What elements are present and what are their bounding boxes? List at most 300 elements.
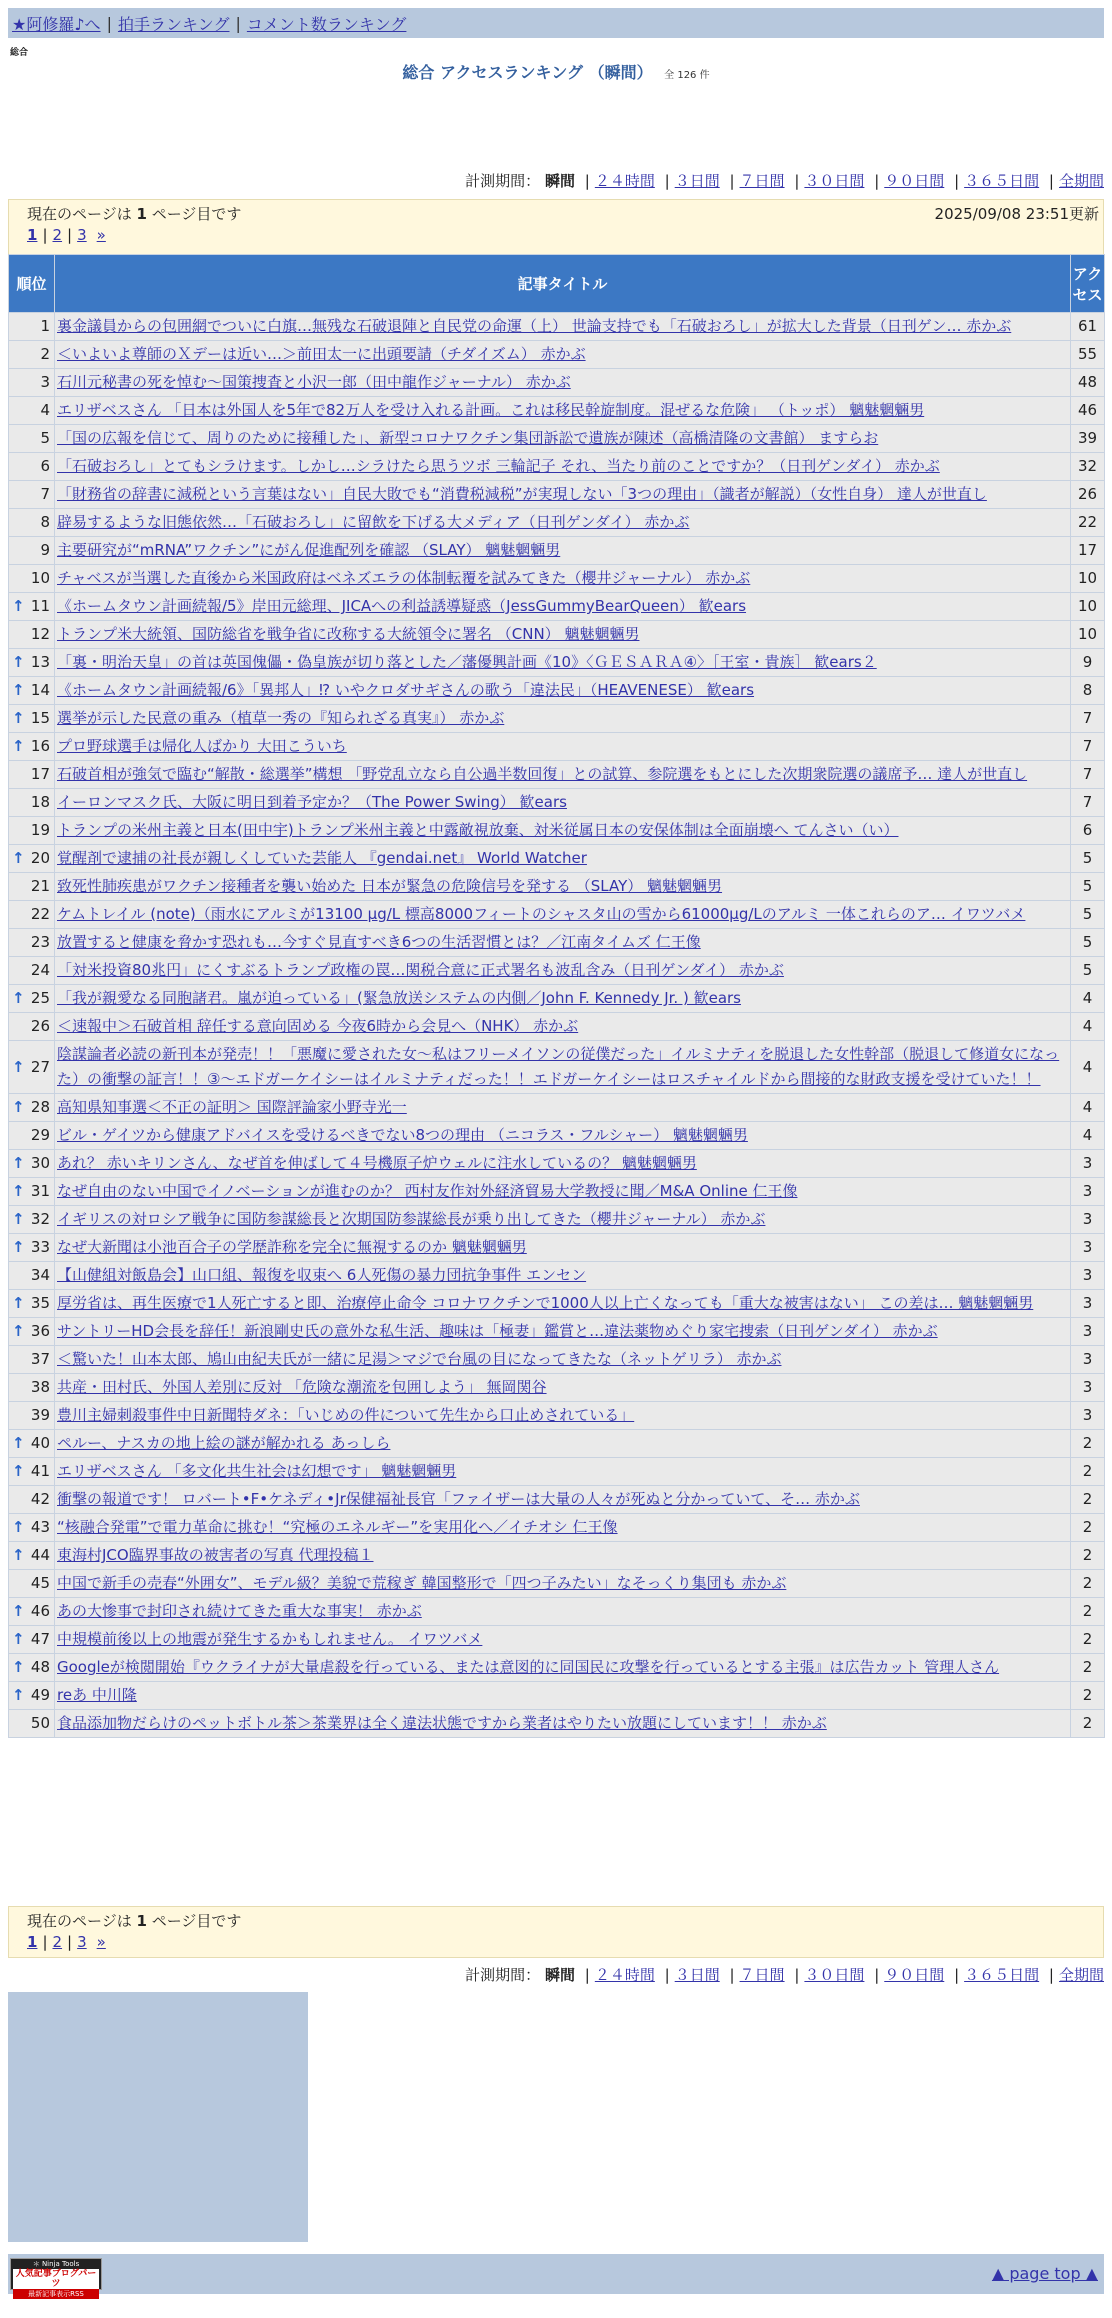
rank-value: 25 [30, 989, 50, 1007]
title-cell [55, 1013, 1071, 1041]
table-row [9, 789, 1105, 817]
article-title-link[interactable]: ペルー、ナスカの地上絵の謎が解かれる あっしら [57, 1434, 391, 1452]
rank-cell [9, 1710, 55, 1738]
title-cell [55, 1486, 1071, 1514]
rank-cell [9, 1041, 55, 1094]
rank-value: 4 [40, 401, 50, 419]
title-cell [55, 1710, 1071, 1738]
title-cell [55, 1122, 1071, 1150]
article-title-link[interactable]: なぜ大新聞は小池百合子の学歴詐称を完全に無視するのか 魑魅魍魎男 [57, 1238, 527, 1256]
article-title-link[interactable]: 共産・田村氏、外国人差別に反対 「危険な潮流を包囲しよう」 無岡関谷 [57, 1378, 547, 1396]
rank-cell [9, 649, 55, 677]
access-count: 4 [1071, 1041, 1105, 1094]
rank-cell [9, 1458, 55, 1486]
article-title-link[interactable]: 「裏・明治天皇」の首は英国傀儡・偽皇族が切り落とした／藩優興計画《10》〈ＧＥＳＡＲＡ④〉［王室・貴族］ 歓ears２ [57, 653, 877, 671]
rank-cell [9, 1178, 55, 1206]
rank-value: 40 [30, 1434, 50, 1452]
rank-cell [9, 1290, 55, 1318]
title-cell [55, 1402, 1071, 1430]
article-title-link[interactable]: 裏金議員からの包囲網でついに白旗…無残な石破退陣と自民党の命運（上） 世論支持でも「石破おろし」が拡大した背景（日刊ゲン… 赤かぶ [57, 317, 1012, 335]
title-cell [55, 425, 1071, 453]
article-title-link[interactable]: あれ？ 赤いキリンさん、なぜ首を伸ばして４号機原子炉ウェルに注水しているの？ 魑魅魍魎男 [57, 1154, 697, 1172]
period-label: 計測期間： [465, 1966, 541, 1984]
table-row [9, 705, 1105, 733]
title-cell [55, 593, 1071, 621]
period-24h-link[interactable]: ２４時間 [594, 172, 655, 190]
period-all-link[interactable]: 全期間 [1058, 1966, 1104, 1984]
article-title-link[interactable]: サントリーHD会長を辞任！新浪剛史氏の意外な私生活、趣味は「極妻」鑑賞と…違法薬物めぐり家宅捜索（日刊ゲンダイ） 赤かぶ [57, 1322, 938, 1340]
period-3d-link[interactable]: ３日間 [674, 172, 720, 190]
rank-cell [9, 593, 55, 621]
table-row [9, 1598, 1105, 1626]
table-row [9, 929, 1105, 957]
table-row [9, 593, 1105, 621]
access-count: 3 [1071, 1178, 1105, 1206]
title-cell [55, 1290, 1071, 1318]
access-count: 5 [1071, 957, 1105, 985]
article-title-link[interactable]: あの大惨事で封印され続けてきた重大な事実！ 赤かぶ [57, 1602, 422, 1620]
rank-value: 17 [30, 765, 50, 783]
article-title-link[interactable]: イギリスの対ロシア戦争に国防参謀総長と次期国防参謀総長が乗り出してきた（櫻井ジャーナル） 赤かぶ [57, 1210, 766, 1228]
table-row [9, 1094, 1105, 1122]
rank-value: 32 [30, 1210, 50, 1228]
rank-value: 8 [40, 513, 50, 531]
access-count: 5 [1071, 845, 1105, 873]
rank-value: 43 [30, 1518, 50, 1536]
rank-value: 50 [30, 1714, 50, 1732]
rank-cell [9, 1150, 55, 1178]
access-count: 10 [1071, 621, 1105, 649]
pager-status: 現在のページは 1 ページ目です [27, 205, 242, 223]
ad-placeholder [8, 1992, 308, 2242]
table-row [9, 1710, 1105, 1738]
access-count: 2 [1071, 1514, 1105, 1542]
rank-up-arrow-icon: ↑ [12, 989, 25, 1007]
access-count: 3 [1071, 1346, 1105, 1374]
article-title-link[interactable]: トランプ米大統領、国防総省を戦争省に改称する大統領令に署名 （CNN） 魑魅魍魎男 [57, 625, 640, 643]
table-row [9, 1178, 1105, 1206]
table-row [9, 481, 1105, 509]
access-count: 61 [1071, 313, 1105, 341]
period-7d-link[interactable]: ７日間 [739, 1966, 785, 1984]
rank-cell [9, 705, 55, 733]
title-cell [55, 341, 1071, 369]
title-cell [55, 313, 1071, 341]
title-cell [55, 1654, 1071, 1682]
pager-bottom: 現在のページは 1 ページ目です 1 | 2 | 3 » [8, 1906, 1104, 1958]
article-title-link[interactable]: 「石破おろし」とてもシラけます。しかし…シラけたら思うツボ 三輪記子 それ、当たり前のことですか？（日刊ゲンダイ） 赤かぶ [57, 457, 940, 475]
article-title-link[interactable]: 陰謀論者必読の新刊本が発売！！「悪魔に愛された女〜私はフリーメイソンの従僕だった」イルミナティを脱退した女性幹部（脱退して修道女になった）の衝撃の証言！！③〜エドガーケイシーはイルミナティだった！！エドガーケイシーはロスチャイルドから間接的な財政支援を受けていた！！ [57, 1045, 1060, 1088]
ninja-tools-badge[interactable]: ＊ Ninja Tools 人気記事ブログパーツ 最新記事表示RSS [10, 2258, 102, 2290]
ranking-table [8, 254, 1105, 1738]
rank-value: 26 [30, 1017, 50, 1035]
rank-value: 45 [30, 1574, 50, 1592]
rank-value: 10 [30, 569, 50, 587]
access-count: 3 [1071, 1402, 1105, 1430]
access-count: 4 [1071, 1013, 1105, 1041]
article-title-link[interactable]: エリザベスさん 「日本は外国人を5年で82万人を受け入れる計画。これは移民幹旋制度。混ぜるな危険」 （トッポ） 魑魅魍魎男 [57, 401, 925, 419]
rank-value: 49 [30, 1686, 50, 1704]
access-count: 8 [1071, 677, 1105, 705]
rank-value: 11 [30, 597, 50, 615]
article-title-link[interactable]: Googleが検閲開始『ウクライナが大量虐殺を行っている、または意図的に同国民に攻撃を行っているとする主張』は広告カット 管理人さん [57, 1658, 1000, 1676]
table-row [9, 1486, 1105, 1514]
rank-cell [9, 453, 55, 481]
article-title-link[interactable]: 放置すると健康を脅かす恐れも…今すぐ見直すべき6つの生活習慣とは？／江南タイムズ 仁王像 [57, 933, 701, 951]
rank-up-arrow-icon: ↑ [12, 1154, 25, 1172]
table-row [9, 845, 1105, 873]
rank-up-arrow-icon: ↑ [12, 1322, 25, 1340]
rank-cell [9, 621, 55, 649]
rank-value: 19 [30, 821, 50, 839]
rank-up-arrow-icon: ↑ [12, 709, 25, 727]
rank-cell [9, 845, 55, 873]
rank-up-arrow-icon: ↑ [12, 1210, 25, 1228]
category-label: 総合 [10, 48, 29, 58]
page-link-2[interactable]: 2 [52, 226, 63, 244]
rank-up-arrow-icon: ↑ [12, 1658, 25, 1676]
rank-value: 13 [30, 653, 50, 671]
title-cell [55, 873, 1071, 901]
rank-up-arrow-icon: ↑ [12, 1434, 25, 1452]
article-title-link[interactable]: 高知県知事選＜不正の証明＞ 国際評論家小野寺光一 [57, 1098, 407, 1116]
page-link-1[interactable]: 1 [27, 1933, 38, 1951]
rank-cell [9, 761, 55, 789]
article-title-link[interactable]: 中規模前後以上の地震が発生するかもしれません。 イワツバメ [57, 1630, 483, 1648]
article-title-link[interactable]: イーロンマスク氏、大阪に明日到着予定か？（The Power Swing） 歓ears [57, 793, 567, 811]
article-title-link[interactable]: 《ホームタウン計画続報/6》「異邦人」⁉ いやクロダサギさんの歌う「違法民」（HEAVENESE） 歓ears [57, 681, 755, 699]
rank-value: 20 [30, 849, 50, 867]
rank-up-arrow-icon: ↑ [12, 1686, 25, 1704]
article-title-link[interactable]: ビル・ゲイツから健康アドバイスを受けるべきでない8つの理由 （ニコラス・フルシャー） 魑魅魍魎男 [57, 1126, 748, 1144]
period-365d-link[interactable]: ３６５日間 [964, 172, 1040, 190]
page-title-block [0, 60, 1112, 83]
rank-up-arrow-icon: ↑ [12, 1630, 25, 1648]
rank-value: 3 [40, 373, 50, 391]
access-count: 17 [1071, 537, 1105, 565]
title-cell [55, 985, 1071, 1013]
article-title-link[interactable]: チャベスが当選した直後から米国政府はベネズエラの体制転覆を試みてきた（櫻井ジャーナル） 赤かぶ [57, 569, 751, 587]
period-365d-link[interactable]: ３６５日間 [964, 1966, 1040, 1984]
rank-up-arrow-icon: ↑ [12, 1057, 25, 1076]
article-title-link[interactable]: なぜ自由のない中国でイノベーションが進むのか？ 西村友作対外経済貿易大学教授に聞／M&A Online 仁王像 [57, 1182, 798, 1200]
rank-value: 34 [30, 1266, 50, 1284]
rank-cell [9, 1654, 55, 1682]
article-title-link[interactable]: 中国で新手の売春“外囲女”、モデル級？美貌で荒稼ぎ 韓国整形で「四つ子みたい」なそっくり集団も 赤かぶ [57, 1574, 787, 1592]
rank-cell [9, 873, 55, 901]
article-title-link[interactable]: 致死性肺疾患がワクチン接種者を襲い始めた 日本が緊急の危険信号を発する （SLAY） 魑魅魍魎男 [57, 877, 723, 895]
article-title-link[interactable]: 《ホームタウン計画続報/5》岸田元総理、JICAへの利益誘導疑惑（JessGummyBearQueen） 歓ears [57, 597, 747, 615]
article-title-link[interactable]: 豊川主婦刺殺事件中日新聞特ダネ：「いじめの件について先生から口止めされている」 [57, 1406, 635, 1424]
article-title-link[interactable]: 「財務省の辞書に減税という言葉はない」自民大敗でも“消費税減税”が実現しない「3つの理由」（識者が解説）（女性自身） 達人が世直し [57, 485, 987, 503]
rank-cell [9, 1262, 55, 1290]
article-title-link[interactable]: 辟易するような旧態依然…「石破おろし」に留飲を下げる大メディア（日刊ゲンダイ） 赤かぶ [57, 513, 690, 531]
period-current: 瞬間 [544, 172, 575, 190]
table-row [9, 1013, 1105, 1041]
rank-up-arrow-icon: ↑ [12, 737, 25, 755]
rank-cell [9, 1430, 55, 1458]
title-cell [55, 1626, 1071, 1654]
access-count: 32 [1071, 453, 1105, 481]
title-cell [55, 1682, 1071, 1710]
access-count: 5 [1071, 929, 1105, 957]
title-cell [55, 929, 1071, 957]
access-count: 3 [1071, 1150, 1105, 1178]
table-header-row [9, 255, 1105, 313]
table-row [9, 1542, 1105, 1570]
table-row [9, 621, 1105, 649]
rank-value: 21 [30, 877, 50, 895]
access-count: 4 [1071, 1094, 1105, 1122]
rank-value: 14 [30, 681, 50, 699]
rank-up-arrow-icon: ↑ [12, 681, 25, 699]
article-title-link[interactable]: プロ野球選手は帰化人ばかり 大田こういち [57, 737, 347, 755]
title-cell [55, 733, 1071, 761]
article-title-link[interactable]: 「国の広報を信じて、周りのために接種した」、新型コロナワクチン集団訴訟で遺族が陳述（高橋清隆の文書館） ますらお [57, 429, 879, 447]
rank-cell [9, 1346, 55, 1374]
article-title-link[interactable]: 厚労省は、再生医療で1人死亡すると即、治療停止命令 コロナワクチンで1000人以上亡くなっても「重大な被害はない」 この差は… 魑魅魍魎男 [57, 1294, 1034, 1312]
table-row [9, 341, 1105, 369]
article-title-link[interactable]: 「対米投資80兆円」にくすぶるトランプ政権の罠…関税合意に正式署名も波乱含み（日刊ゲンダイ） 赤かぶ [57, 961, 784, 979]
article-title-link[interactable]: reあ 中川隆 [57, 1686, 137, 1704]
rank-up-arrow-icon: ↑ [12, 1462, 25, 1480]
title-cell [55, 397, 1071, 425]
page-next-link[interactable]: » [96, 226, 106, 244]
rank-cell [9, 1013, 55, 1041]
rank-cell [9, 1626, 55, 1654]
rank-up-arrow-icon: ↑ [12, 1518, 25, 1536]
update-timestamp: 2025/09/08 23:51更新 [934, 205, 1099, 223]
article-title-link[interactable]: ケムトレイル (note)（雨水にアルミが13100 μg/L 標高8000フィートのシャスタ山の雪から61000μg/Lのアルミ 一体これらのア… イワツバメ [57, 905, 1026, 923]
table-row [9, 957, 1105, 985]
title-cell [55, 1514, 1071, 1542]
rank-cell [9, 901, 55, 929]
nav-separator: | [106, 13, 112, 33]
rank-up-arrow-icon: ↑ [12, 1182, 25, 1200]
page-next-link[interactable]: » [96, 1933, 106, 1951]
nav-asyura-link[interactable]: ★阿修羅♪へ [12, 14, 101, 34]
total-count: 全 126 件 [664, 70, 710, 81]
rank-cell [9, 677, 55, 705]
ranking-table-body [9, 313, 1105, 1738]
rank-value: 15 [30, 709, 50, 727]
rank-value: 2 [40, 345, 50, 363]
rank-value: 23 [30, 933, 50, 951]
rank-value: 30 [30, 1154, 50, 1172]
table-row [9, 1626, 1105, 1654]
access-count: 6 [1071, 817, 1105, 845]
title-cell [55, 1206, 1071, 1234]
access-count: 2 [1071, 1710, 1105, 1738]
access-count: 9 [1071, 649, 1105, 677]
article-title-link[interactable]: 主要研究が“mRNA”ワクチン”にがん促進配列を確認 （SLAY） 魑魅魍魎男 [57, 541, 561, 559]
title-cell [55, 901, 1071, 929]
period-all-link[interactable]: 全期間 [1058, 172, 1104, 190]
period-selector-top: 計測期間： 瞬間 | ２４時間 | ３日間 | ７日間 | ３０日間 | ９０日間 | ３６５日間 | 全期間 [465, 172, 1104, 190]
access-count: 3 [1071, 1234, 1105, 1262]
period-30d-link[interactable]: ３０日間 [804, 172, 865, 190]
access-count: 3 [1071, 1262, 1105, 1290]
title-cell [55, 1234, 1071, 1262]
rank-value: 39 [30, 1406, 50, 1424]
article-title-link[interactable]: 覚醒剤で逮捕の社長が親しくしていた芸能人 『gendai.net』 World Watcher [57, 849, 587, 867]
rank-cell [9, 929, 55, 957]
table-row [9, 537, 1105, 565]
rank-up-arrow-icon: ↑ [12, 1294, 25, 1312]
rank-up-arrow-icon: ↑ [12, 1098, 25, 1116]
access-count: 2 [1071, 1570, 1105, 1598]
period-3d-link[interactable]: ３日間 [674, 1966, 720, 1984]
article-title-link[interactable]: 選挙が示した民意の重み（植草一秀の『知られざる真実』） 赤かぶ [57, 709, 505, 727]
table-row [9, 817, 1105, 845]
rank-value: 42 [30, 1490, 50, 1508]
title-cell [55, 1458, 1071, 1486]
table-row [9, 1150, 1105, 1178]
top-nav-bar [8, 8, 1104, 38]
title-cell [55, 1150, 1071, 1178]
rank-value: 7 [40, 485, 50, 503]
access-count: 3 [1071, 1290, 1105, 1318]
header-access: アクセス [1071, 255, 1105, 313]
table-row [9, 1206, 1105, 1234]
rank-cell [9, 1570, 55, 1598]
access-count: 4 [1071, 1122, 1105, 1150]
table-row [9, 985, 1105, 1013]
rank-cell [9, 817, 55, 845]
table-row [9, 1290, 1105, 1318]
access-count: 2 [1071, 1682, 1105, 1710]
access-count: 2 [1071, 1626, 1105, 1654]
rank-cell [9, 733, 55, 761]
table-row [9, 1654, 1105, 1682]
table-row [9, 1374, 1105, 1402]
rank-cell [9, 1374, 55, 1402]
period-90d-link[interactable]: ９０日間 [884, 1966, 945, 1984]
table-row [9, 313, 1105, 341]
nav-comment-ranking-link[interactable]: コメント数ランキング [246, 14, 407, 34]
period-selector-bottom: 計測期間： 瞬間 | ２４時間 | ３日間 | ７日間 | ３０日間 | ９０日間 | ３６５日間 | 全期間 [465, 1966, 1104, 1984]
title-cell [55, 845, 1071, 873]
nav-clap-ranking-link[interactable]: 拍手ランキング [117, 14, 230, 34]
article-title-link[interactable]: “核融合発電”で電力革命に挑む！“究極のエネルギー”を実用化へ／イチオシ 仁王像 [57, 1518, 618, 1536]
access-count: 7 [1071, 733, 1105, 761]
article-title-link[interactable]: ＜いよいよ尊師のＸデーは近い…＞前田太一に出頭要請（チダイズム） 赤かぶ [57, 345, 586, 363]
access-count: 2 [1071, 1458, 1105, 1486]
table-row [9, 1346, 1105, 1374]
rank-value: 44 [30, 1546, 50, 1564]
rank-value: 16 [30, 737, 50, 755]
period-90d-link[interactable]: ９０日間 [884, 172, 945, 190]
article-title-link[interactable]: 石川元秘書の死を悼む〜国策捜査と小沢一郎（田中龍作ジャーナル） 赤かぶ [57, 373, 571, 391]
article-title-link[interactable]: トランプの米州主義と日本(田中宇)トランプ米州主義と中露敵視放棄、対米従属日本の安保体制は全面崩壊へ てんさい（い） [57, 821, 899, 839]
table-row [9, 677, 1105, 705]
rank-cell [9, 1206, 55, 1234]
rank-value: 36 [30, 1322, 50, 1340]
page-link-2[interactable]: 2 [52, 1933, 63, 1951]
rank-value: 41 [30, 1462, 50, 1480]
table-row [9, 761, 1105, 789]
table-row [9, 1514, 1105, 1542]
access-count: 2 [1071, 1542, 1105, 1570]
rank-value: 33 [30, 1238, 50, 1256]
article-title-link[interactable]: 「我が親愛なる同胞諸君。嵐が迫っている」(緊急放送システムの内側／John F. Kennedy Jr. ) 歓ears [57, 989, 741, 1007]
title-cell [55, 1374, 1071, 1402]
table-row [9, 397, 1105, 425]
article-title-link[interactable]: 東海村JCO臨界事故の被害者の写真 代理投稿１ [57, 1546, 374, 1564]
period-24h-link[interactable]: ２４時間 [594, 1966, 655, 1984]
rank-cell [9, 957, 55, 985]
title-cell [55, 1570, 1071, 1598]
title-cell [55, 453, 1071, 481]
table-row [9, 733, 1105, 761]
title-cell [55, 509, 1071, 537]
access-count: 2 [1071, 1654, 1105, 1682]
nav-separator: | [235, 13, 241, 33]
table-row [9, 453, 1105, 481]
page-link-3[interactable]: 3 [77, 1933, 87, 1951]
table-row [9, 873, 1105, 901]
article-title-link[interactable]: 石破首相が強気で臨む“解散・総選挙”構想 「野党乱立なら自公過半数回復」との試算、参院選をもとにした次期衆院選の議席予… 達人が世直し [57, 765, 1028, 783]
rank-cell [9, 425, 55, 453]
article-title-link[interactable]: ＜驚いた！山本太郎、鳩山由紀夫氏が一緒に足湯＞マジで台風の目になってきたな（ネットゲリラ） 赤かぶ [57, 1350, 782, 1368]
title-cell [55, 1262, 1071, 1290]
rank-value: 31 [30, 1182, 50, 1200]
rank-up-arrow-icon: ↑ [12, 1546, 25, 1564]
rank-up-arrow-icon: ↑ [12, 597, 25, 615]
pager-top: 現在のページは 1 ページ目です 2025/09/08 23:51更新 1 | 2 | 3 » [8, 199, 1104, 255]
access-count: 7 [1071, 705, 1105, 733]
access-count: 7 [1071, 761, 1105, 789]
access-count: 48 [1071, 369, 1105, 397]
page-link-1[interactable]: 1 [27, 226, 38, 244]
rank-value: 18 [30, 793, 50, 811]
rank-up-arrow-icon: ↑ [12, 1238, 25, 1256]
title-cell [55, 957, 1071, 985]
period-7d-link[interactable]: ７日間 [739, 172, 785, 190]
access-count: 4 [1071, 985, 1105, 1013]
access-count: 22 [1071, 509, 1105, 537]
rank-cell [9, 481, 55, 509]
rank-value: 1 [40, 317, 50, 335]
table-row [9, 901, 1105, 929]
rank-value: 29 [30, 1126, 50, 1144]
rank-cell [9, 1514, 55, 1542]
title-cell [55, 1178, 1071, 1206]
article-title-link[interactable]: エリザベスさん 「多文化共生社会は幻想です」 魑魅魍魎男 [57, 1462, 457, 1480]
access-count: 10 [1071, 593, 1105, 621]
period-current: 瞬間 [544, 1966, 575, 1984]
article-title-link[interactable]: 食品添加物だらけのペットボトル茶＞茶業界は全く違法状態ですから業者はやりたい放題にしています！！ 赤かぶ [57, 1714, 827, 1732]
title-cell [55, 1041, 1071, 1094]
rank-cell [9, 1486, 55, 1514]
access-count: 7 [1071, 789, 1105, 817]
page-link-3[interactable]: 3 [77, 226, 87, 244]
rank-cell [9, 1234, 55, 1262]
rank-value: 46 [30, 1602, 50, 1620]
table-row [9, 1570, 1105, 1598]
article-title-link[interactable]: 【山健組対飯島会】山口組、報復を収束へ 6人死傷の暴力団抗争事件 エンセン [57, 1266, 587, 1284]
table-row [9, 1402, 1105, 1430]
rank-value: 38 [30, 1378, 50, 1396]
period-30d-link[interactable]: ３０日間 [804, 1966, 865, 1984]
rank-cell [9, 509, 55, 537]
title-cell [55, 677, 1071, 705]
article-title-link[interactable]: 衝撃の報道です！ ロバート•F•ケネディ•Jr保健福祉長官「ファイザーは大量の人々が死ぬと分かっていて、そ… 赤かぶ [57, 1490, 860, 1508]
article-title-link[interactable]: ＜速報中＞石破首相 辞任する意向固める 今夜6時から会見へ（NHK） 赤かぶ [57, 1017, 579, 1035]
table-row [9, 1318, 1105, 1346]
rank-cell [9, 369, 55, 397]
page-top-link[interactable]: ▲ page top ▲ [991, 2264, 1098, 2283]
